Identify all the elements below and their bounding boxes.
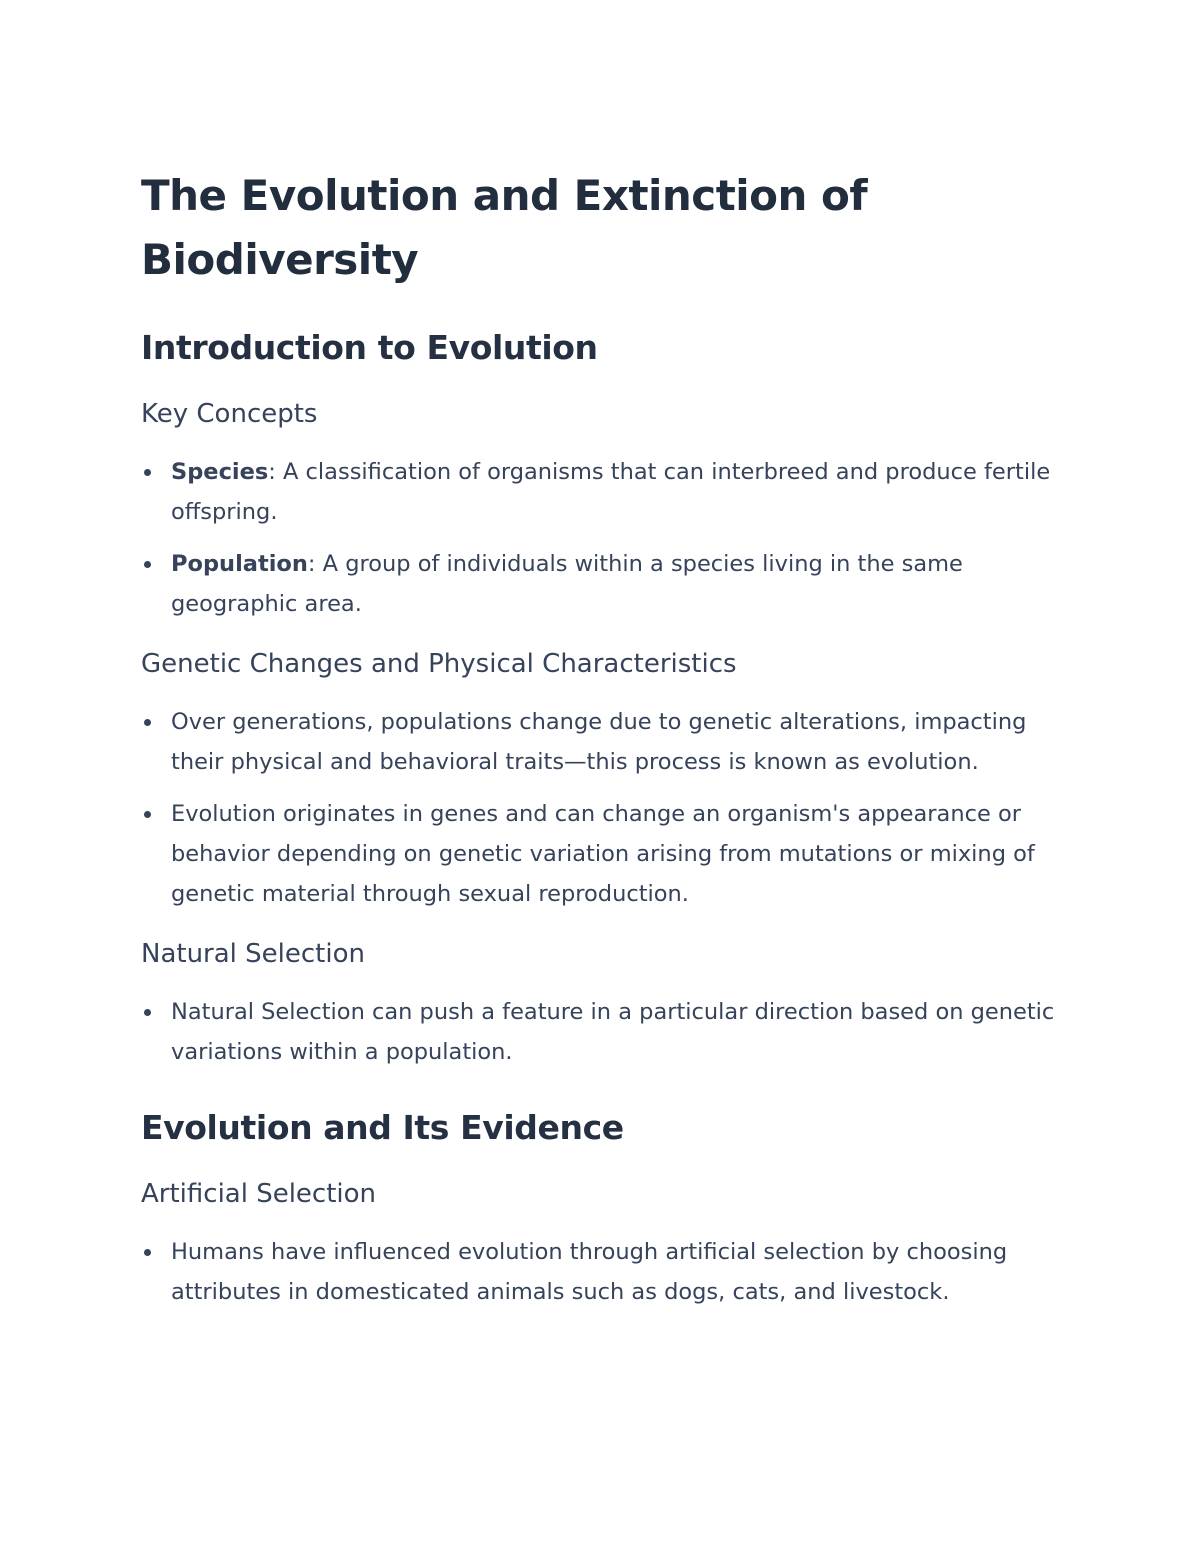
definition-text: : A group of individuals within a species living in the same geographic area. xyxy=(171,551,963,617)
section-heading-introduction: Introduction to Evolution xyxy=(141,328,598,367)
list-item: Humans have influenced evolution through artificial selection by choosing attributes in domesticated animals such as dogs, cats, and livestock. xyxy=(141,1232,1061,1312)
subsection-heading-key-concepts: Key Concepts xyxy=(141,399,318,429)
natural-selection-list xyxy=(141,992,1061,1072)
subsection-heading-artificial-selection: Artificial Selection xyxy=(141,1179,377,1209)
artificial-selection-list xyxy=(141,1232,1061,1312)
list-item xyxy=(141,544,1061,624)
list-item xyxy=(141,452,1061,532)
term-species: Species xyxy=(171,459,269,485)
list-item: Evolution originates in genes and can change an organism's appearance or behavior depending on genetic variation arising from mutations or mixing of genetic material through sexual reproduction. xyxy=(141,794,1061,914)
document-page xyxy=(141,164,1061,1324)
section-heading-evolution-evidence: Evolution and Its Evidence xyxy=(141,1108,624,1147)
list-item: Over generations, populations change due to genetic alterations, impacting their physical and behavioral traits—this process is known as evolution. xyxy=(141,702,1061,782)
term-population: Population xyxy=(171,551,308,577)
subsection-heading-natural-selection: Natural Selection xyxy=(141,939,365,969)
key-concepts-list xyxy=(141,452,1061,624)
definition-text: : A classification of organisms that can interbreed and produce fertile offspring. xyxy=(171,459,1051,525)
list-item: Natural Selection can push a feature in a particular direction based on genetic variations within a population. xyxy=(141,992,1061,1072)
document-title: The Evolution and Extinction of Biodiversity xyxy=(141,171,868,284)
genetic-changes-list xyxy=(141,702,1061,914)
subsection-heading-genetic-changes: Genetic Changes and Physical Characteristics xyxy=(141,649,737,679)
